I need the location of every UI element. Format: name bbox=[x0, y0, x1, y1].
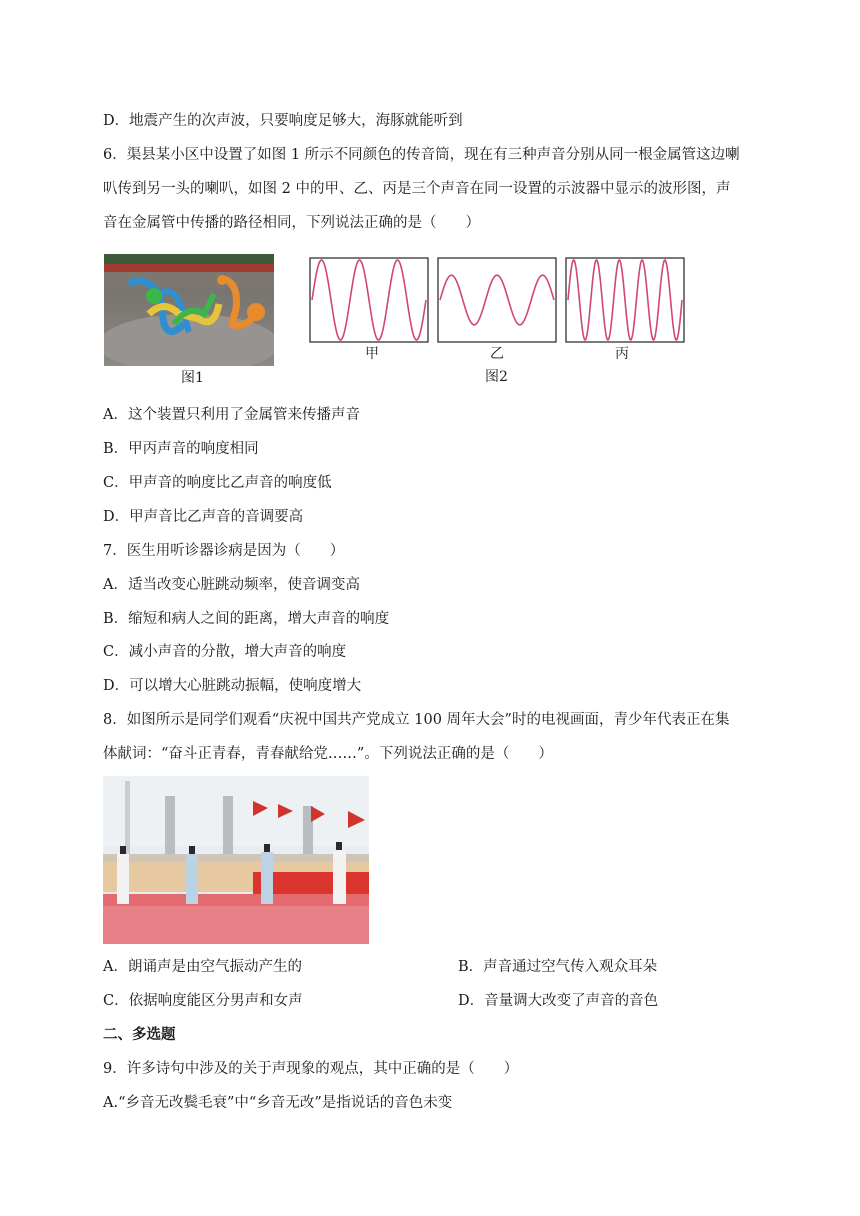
q6-option-c: C．甲声音的响度比乙声音的响度低 bbox=[103, 475, 332, 491]
q7-option-b: B．缩短和病人之间的距离，增大声音的响度 bbox=[103, 611, 390, 627]
figure1-caption: 图1 bbox=[181, 370, 204, 386]
q6-option-d: D．甲声音比乙声音的音调要高 bbox=[103, 509, 304, 525]
q7-option-d: D．可以增大心脏跳动振幅，使响度增大 bbox=[103, 678, 362, 694]
q6-stem-line3: 音在金属管中传播的路径相同，下列说法正确的是（ ） bbox=[103, 215, 480, 231]
q7-option-c: C．减小声音的分散，增大声音的响度 bbox=[103, 644, 347, 660]
q6-stem-line1: 6．渠县某小区中设置了如图 1 所示不同颜色的传音筒，现在有三种声音分别从同一根金属管这边喇 bbox=[103, 147, 740, 163]
q6-option-b: B．甲丙声音的响度相同 bbox=[103, 441, 259, 457]
q9-option-a: A.“乡音无改鬓毛衰”中“乡音无改”是指说话的音色未变 bbox=[103, 1095, 453, 1111]
wave-label-bing: 丙 bbox=[615, 346, 629, 362]
q6-option-a: A．这个装置只利用了金属管来传播声音 bbox=[103, 407, 360, 423]
q8-option-d: D．音量调大改变了声音的音色 bbox=[458, 993, 659, 1009]
q6-stem-line2: 叭传到另一头的喇叭，如图 2 中的甲、乙、丙是三个声音在同一设置的示波器中显示的波形图，声 bbox=[103, 181, 731, 197]
wave-frame-1 bbox=[438, 258, 556, 342]
q8-option-b: B．声音通过空气传入观众耳朵 bbox=[458, 959, 658, 975]
q8-stem-line2: 体献词：“奋斗正青春，青春献给党……”。下列说法正确的是（ ） bbox=[103, 746, 553, 762]
q7-stem: 7．医生用听诊器诊病是因为（ ） bbox=[103, 543, 345, 559]
wave-label-yi: 乙 bbox=[490, 346, 504, 362]
q8-option-a: A．朗诵声是由空气振动产生的 bbox=[103, 959, 302, 975]
q8-photo bbox=[103, 776, 369, 944]
q5-option-d: D．地震产生的次声波，只要响度足够大，海豚就能听到 bbox=[103, 113, 463, 129]
q8-stem-line1: 8．如图所示是同学们观看“庆祝中国共产党成立 100 周年大会”时的电视画面，青少年代表正在集 bbox=[103, 712, 730, 728]
q8-option-c: C．依据响度能区分男声和女声 bbox=[103, 993, 303, 1009]
figure1-photo bbox=[104, 254, 274, 366]
section-heading-multi-choice: 二、多选题 bbox=[103, 1027, 176, 1043]
q9-stem: 9．许多诗句中涉及的关于声现象的观点，其中正确的是（ ） bbox=[103, 1061, 519, 1077]
figure2-waveforms bbox=[308, 256, 688, 344]
figure2-caption: 图2 bbox=[485, 369, 508, 385]
q7-option-a: A．适当改变心脏跳动频率，使音调变高 bbox=[103, 577, 360, 593]
wave-label-jia: 甲 bbox=[365, 346, 379, 362]
